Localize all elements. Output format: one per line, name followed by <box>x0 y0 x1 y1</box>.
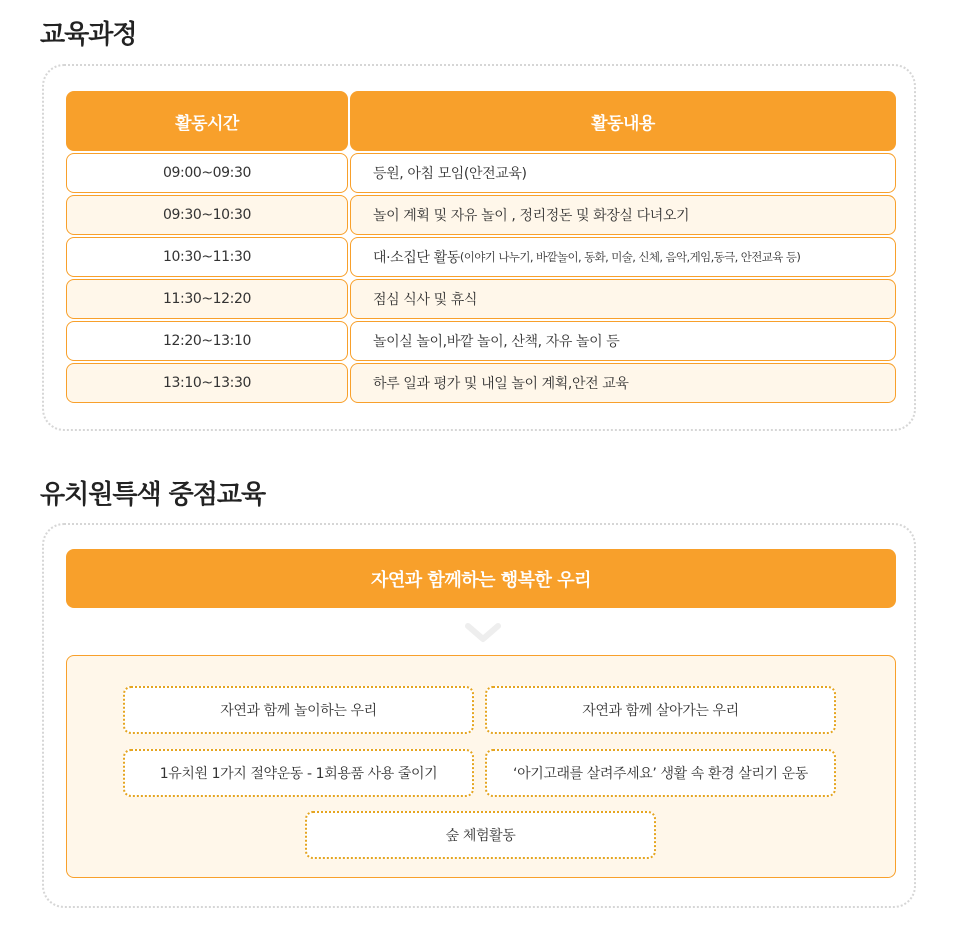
chevron-down-icon <box>465 623 501 645</box>
featured-item: 자연과 함께 놀이하는 우리 <box>123 686 474 734</box>
row-content-text: 대·소집단 활동 <box>373 250 460 266</box>
curriculum-box <box>42 64 916 431</box>
row-content <box>350 195 896 235</box>
featured-item: 1유치원 1가지 절약운동 - 1회용품 사용 줄이기 <box>123 749 474 797</box>
row-time: 12:20~13:10 <box>66 321 348 361</box>
row-content <box>350 321 896 361</box>
row-content <box>350 279 896 319</box>
row-content-text: 놀이 계획 및 자유 놀이 , 정리정돈 및 화장실 다녀오기 <box>373 208 690 224</box>
curriculum-title: 교육과정 <box>40 20 137 50</box>
featured-item: 자연과 함께 살아가는 우리 <box>485 686 836 734</box>
row-time: 11:30~12:20 <box>66 279 348 319</box>
table-row <box>66 279 896 319</box>
featured-items-panel <box>66 655 896 878</box>
row-time: 13:10~13:30 <box>66 363 348 403</box>
row-content-text: 하루 일과 평가 및 내일 놀이 계획,안전 교육 <box>373 376 629 392</box>
row-content-text: 놀이실 놀이,바깥 놀이, 산책, 자유 놀이 등 <box>373 334 620 350</box>
schedule-table-body <box>66 153 896 405</box>
table-row <box>66 321 896 361</box>
featured-box <box>42 523 916 908</box>
row-content-detail: (이야기 나누기, 바깥놀이, 동화, 미술, 신체, 음악,게임,동극, 안전교육 등) <box>459 250 801 264</box>
row-content <box>350 153 896 193</box>
table-row <box>66 153 896 193</box>
row-content <box>350 363 896 403</box>
row-time: 10:30~11:30 <box>66 237 348 277</box>
header-activity-time: 활동시간 <box>66 91 348 151</box>
row-time: 09:00~09:30 <box>66 153 348 193</box>
row-time: 09:30~10:30 <box>66 195 348 235</box>
featured-title: 유치원특색 중점교육 <box>40 480 266 510</box>
table-row <box>66 237 896 277</box>
featured-item: 숲 체험활동 <box>305 811 656 859</box>
row-content <box>350 237 896 277</box>
header-activity-content: 활동내용 <box>350 91 896 151</box>
featured-banner: 자연과 함께하는 행복한 우리 <box>66 549 896 608</box>
row-content-text: 등원, 아침 모임(안전교육) <box>373 166 527 182</box>
table-row <box>66 195 896 235</box>
schedule-table-header <box>66 91 896 151</box>
table-row <box>66 363 896 403</box>
featured-item: ‘아기고래를 살려주세요’ 생활 속 환경 살리기 운동 <box>485 749 836 797</box>
row-content-text: 점심 식사 및 휴식 <box>373 292 478 308</box>
